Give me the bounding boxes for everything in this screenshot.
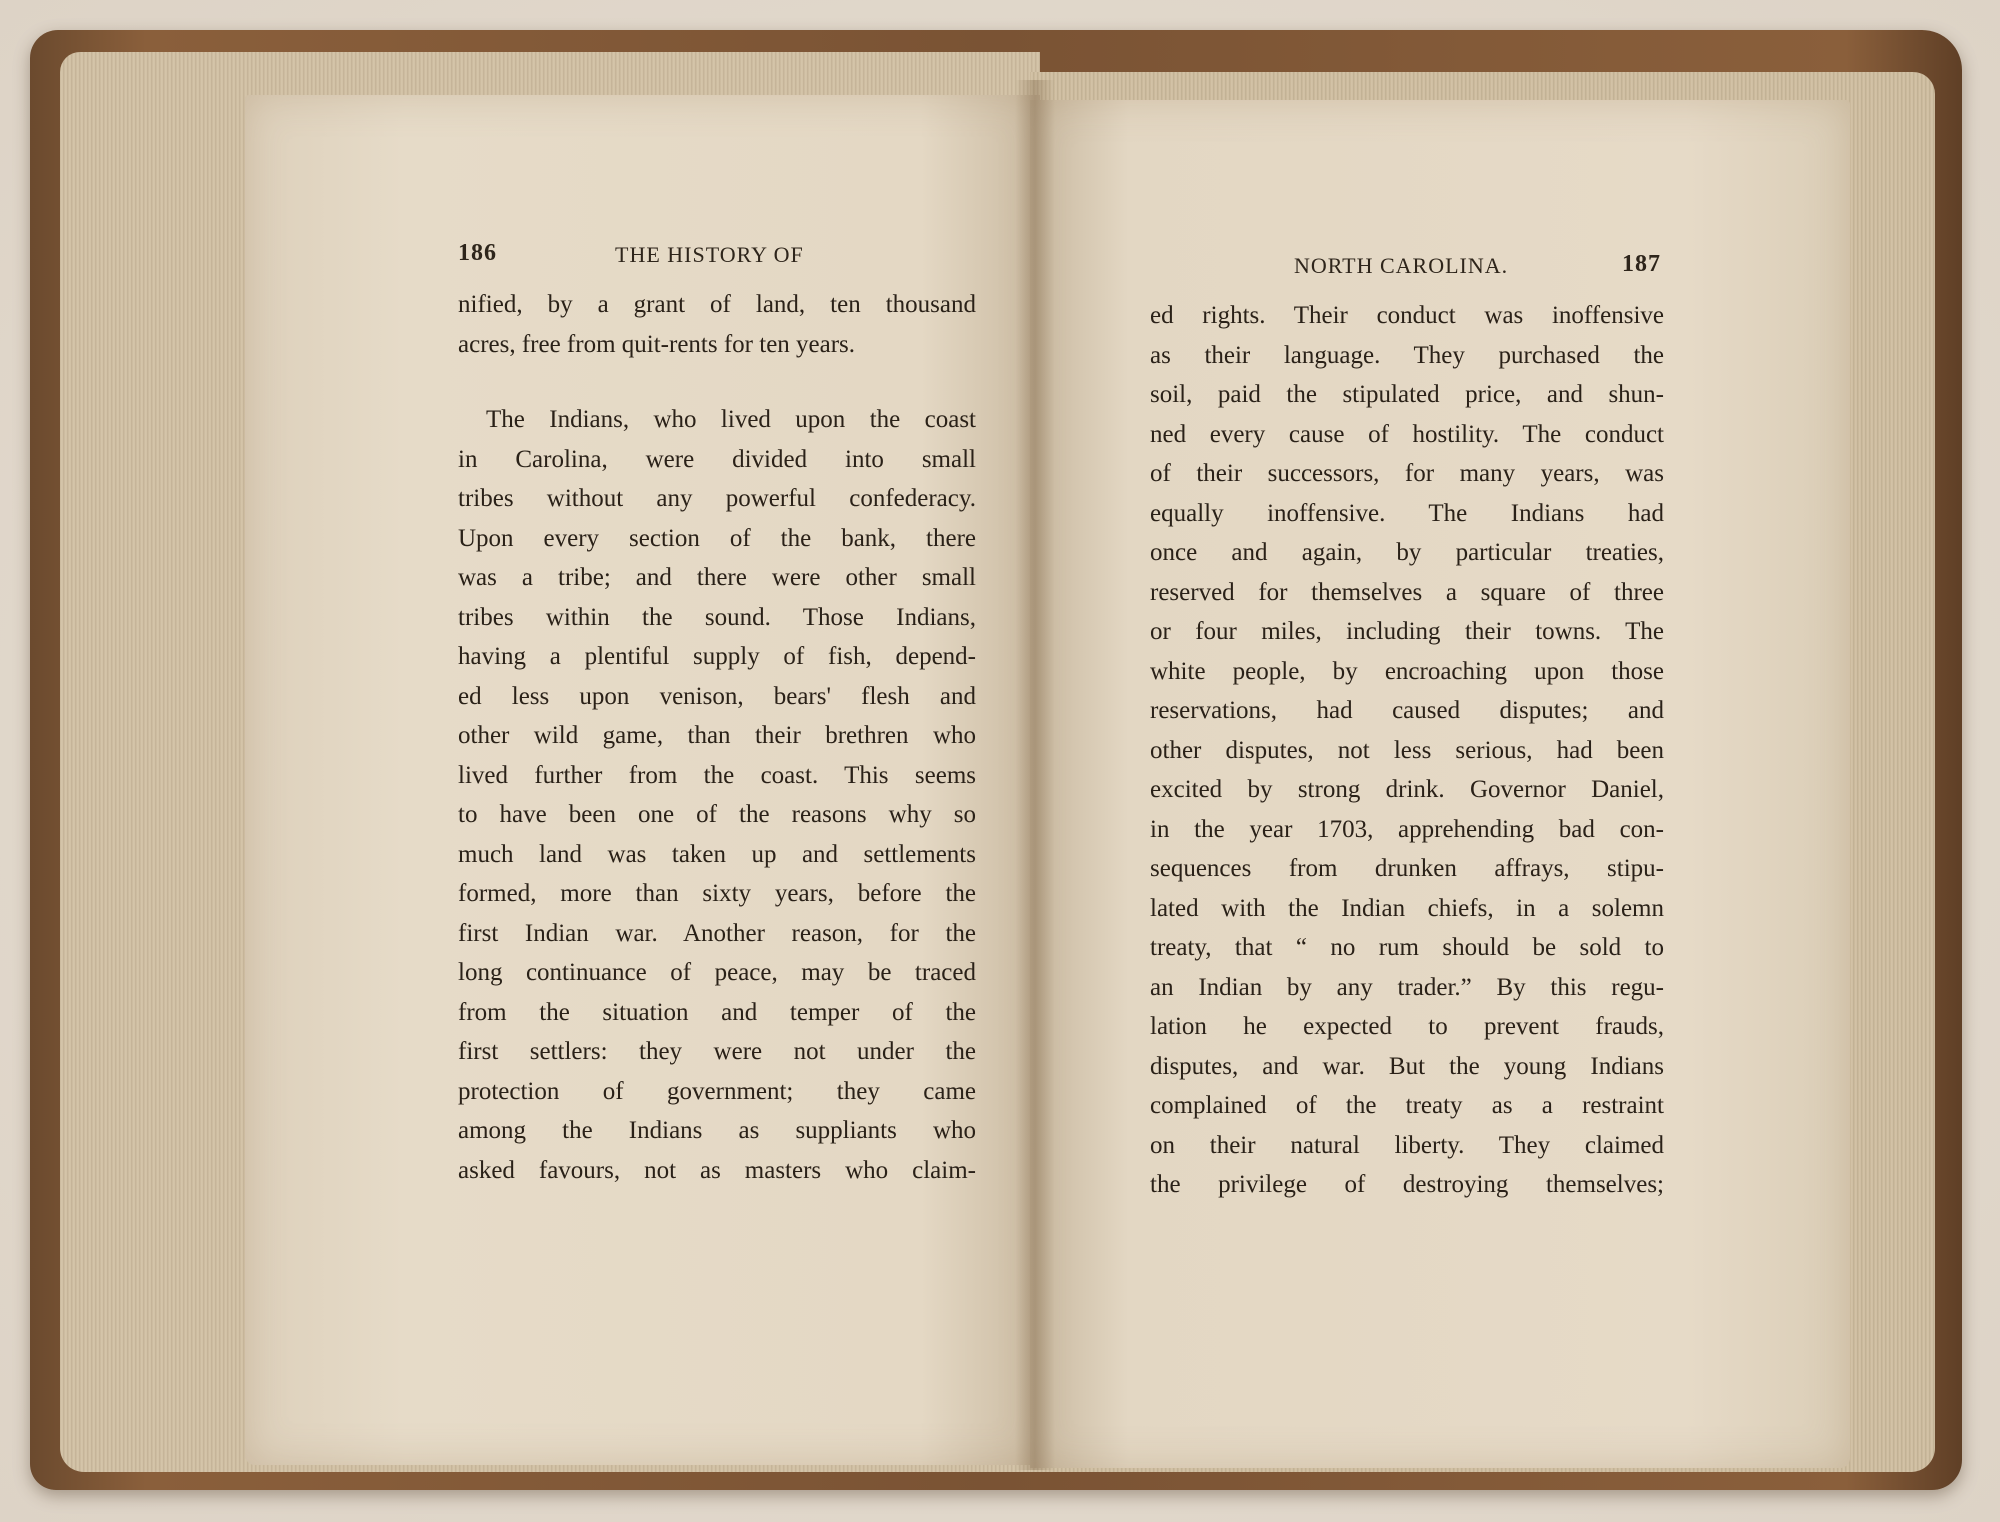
text-line: first Indian war. Another reason, for the [458, 919, 976, 947]
text-line: to have been one of the reasons why so [458, 801, 976, 828]
text-line: the privilege of destroying themselves; [1150, 1171, 1664, 1198]
text-line: as their language. They purchased the [1150, 341, 1664, 369]
text-line: among the Indians as suppliants who [458, 1117, 976, 1144]
text-line: nified, by a grant of land, ten thousand [458, 291, 976, 318]
text-line: soil, paid the stipulated price, and shun- [1150, 381, 1664, 408]
text-line: of their successors, for many years, was [1150, 460, 1664, 487]
text-line: much land was taken up and settlements [458, 840, 976, 868]
text-line: formed, more than sixty years, before the [458, 880, 976, 907]
text-line: asked favours, not as masters who claim- [458, 1156, 976, 1184]
text-line: once and again, by particular treaties, [1150, 539, 1664, 566]
left-page-number: 186 [458, 240, 497, 266]
text-line: excited by strong drink. Governor Daniel, [1150, 776, 1664, 803]
left-running-head: THE HISTORY OF [615, 242, 804, 267]
text-line: protection of government; they came [458, 1077, 976, 1105]
text-line: or four miles, including their towns. The [1150, 618, 1664, 645]
book-gutter [1015, 80, 1055, 1470]
text-line: in Carolina, were divided into small [458, 445, 976, 473]
text-line: The Indians, who lived upon the coast [486, 406, 976, 433]
text-line: sequences from drunken affrays, stipu- [1150, 855, 1664, 882]
text-line: lated with the Indian chiefs, in a solemn [1150, 894, 1664, 922]
text-line: ed less upon venison, bears' flesh and [458, 682, 976, 710]
paragraph-gap [458, 364, 976, 400]
text-line: white people, by encroaching upon those [1150, 657, 1664, 685]
text-line: lation he expected to prevent frauds, [1150, 1013, 1664, 1040]
text-line: tribes within the sound. Those Indians, [458, 603, 976, 631]
text-line: treaty, that “ no rum should be sold to [1150, 934, 1664, 961]
text-line: ed rights. Their conduct was inoffensive [1150, 302, 1664, 329]
text-line: an Indian by any trader.” By this regu- [1150, 973, 1664, 1001]
left-page-text [458, 285, 976, 1190]
text-line: having a plentiful supply of fish, depend- [458, 643, 976, 670]
text-line: was a tribe; and there were other small [458, 564, 976, 591]
right-page-text [1150, 296, 1664, 1205]
text-line: Upon every section of the bank, there [458, 524, 976, 552]
text-line: lived further from the coast. This seems [458, 761, 976, 789]
text-line: other wild game, than their brethren who [458, 722, 976, 749]
text-line: other disputes, not less serious, had been [1150, 736, 1664, 764]
text-line: first settlers: they were not under the [458, 1038, 976, 1065]
text-line: acres, free from quit-rents for ten years. [458, 330, 856, 358]
text-line: on their natural liberty. They claimed [1150, 1131, 1664, 1159]
text-line: reserved for themselves a square of three [1150, 578, 1664, 606]
text-line: complained of the treaty as a restraint [1150, 1092, 1664, 1119]
text-line: long continuance of peace, may be traced [458, 959, 976, 986]
right-running-head: NORTH CAROLINA. [1294, 253, 1509, 278]
right-page-number: 187 [1622, 251, 1661, 277]
text-line: disputes, and war. But the young Indians [1150, 1052, 1664, 1080]
text-line: from the situation and temper of the [458, 998, 976, 1026]
text-line: in the year 1703, apprehending bad con- [1150, 815, 1664, 843]
text-line: reservations, had caused disputes; and [1150, 697, 1664, 724]
text-line: ned every cause of hostility. The conduct [1150, 420, 1664, 448]
text-line: equally inoffensive. The Indians had [1150, 499, 1664, 527]
text-line: tribes without any powerful confederacy. [458, 485, 976, 512]
